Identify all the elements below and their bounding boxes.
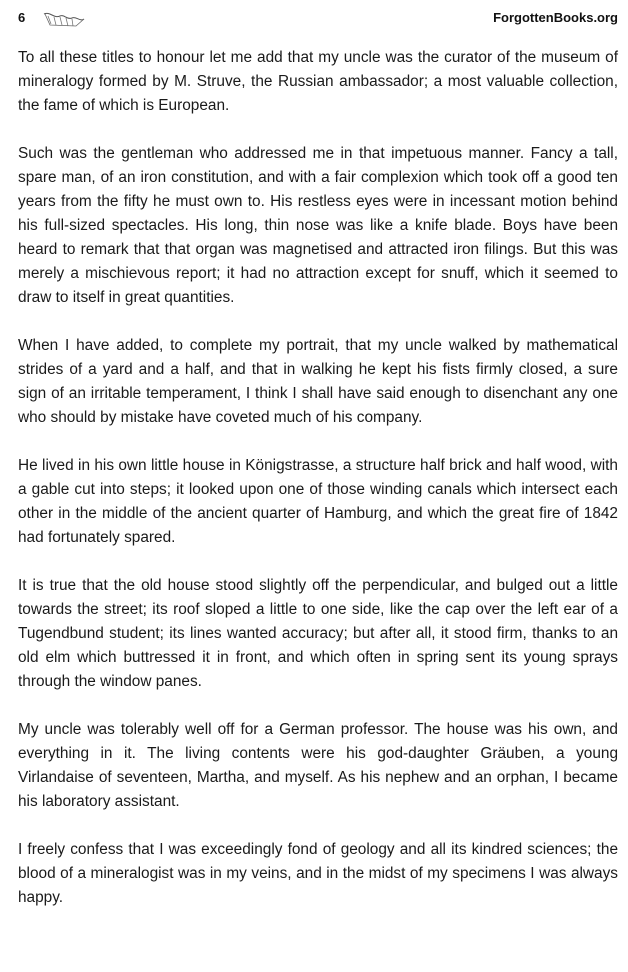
site-name: ForgottenBooks.org — [493, 10, 618, 25]
paragraph: My uncle was tolerably well off for a German professor. The house was his own, and everything in it. The living contents were his god-daughter Gräuben, a young Virlandaise of seventeen, Martha, and myself. As his nephew and an orphan, I became his laboratory assistant. — [18, 721, 618, 810]
paragraph: He lived in his own little house in Königstrasse, a structure half brick and half wood, with a gable cut into steps; it looked upon one of those winding canals which intersect each other in the middle of the ancient quarter of Hamburg, and which the great fire of 1842 had fortunately spared. — [18, 457, 618, 546]
page-number: 6 — [18, 10, 26, 25]
paragraph: It is true that the old house stood slightly off the perpendicular, and bulged out a little towards the street; its roof sloped a little to one side, like the cap over the left ear of a Tugendbund student; its lines wanted accuracy; but after all, it stood firm, thanks to an old elm which buttressed it in front, and which often in spring sent its young sprays through the window panes. — [18, 577, 618, 690]
paragraph: To all these titles to honour let me add that my uncle was the curator of the museum of mineralogy formed by M. Struve, the Russian ambassador; a most valuable collection, the fame of which is European. — [18, 49, 618, 114]
body-text — [18, 46, 618, 934]
page-header — [18, 10, 618, 32]
paragraph: When I have added, to complete my portrait, that my uncle walked by mathematical strides of a yard and a half, and that in walking he kept his fists firmly closed, a sure sign of an irritable temperament, I think I shall have said enough to disenchant any one who should by mistake have coveted much of his company. — [18, 337, 618, 426]
paragraph: Such was the gentleman who addressed me in that impetuous manner. Fancy a tall, spare man, of an iron constitution, and with a fair complexion which took off a good ten years from the fifty he must own to. His restless eyes were in incessant motion behind his full-sized spectacles. His long, thin nose was like a knife blade. Boys have been heard to remark that that organ was magnetised and attracted iron filings. But this was merely a mischievous report; it had no attraction except for snuff, which it seemed to draw to itself in great quantities. — [18, 145, 618, 306]
paragraph: I freely confess that I was exceedingly fond of geology and all its kindred sciences; the blood of a mineralogist was in my veins, and in the midst of my specimens I was always happy. — [18, 841, 618, 906]
bookmark-ornament-icon — [42, 10, 86, 28]
